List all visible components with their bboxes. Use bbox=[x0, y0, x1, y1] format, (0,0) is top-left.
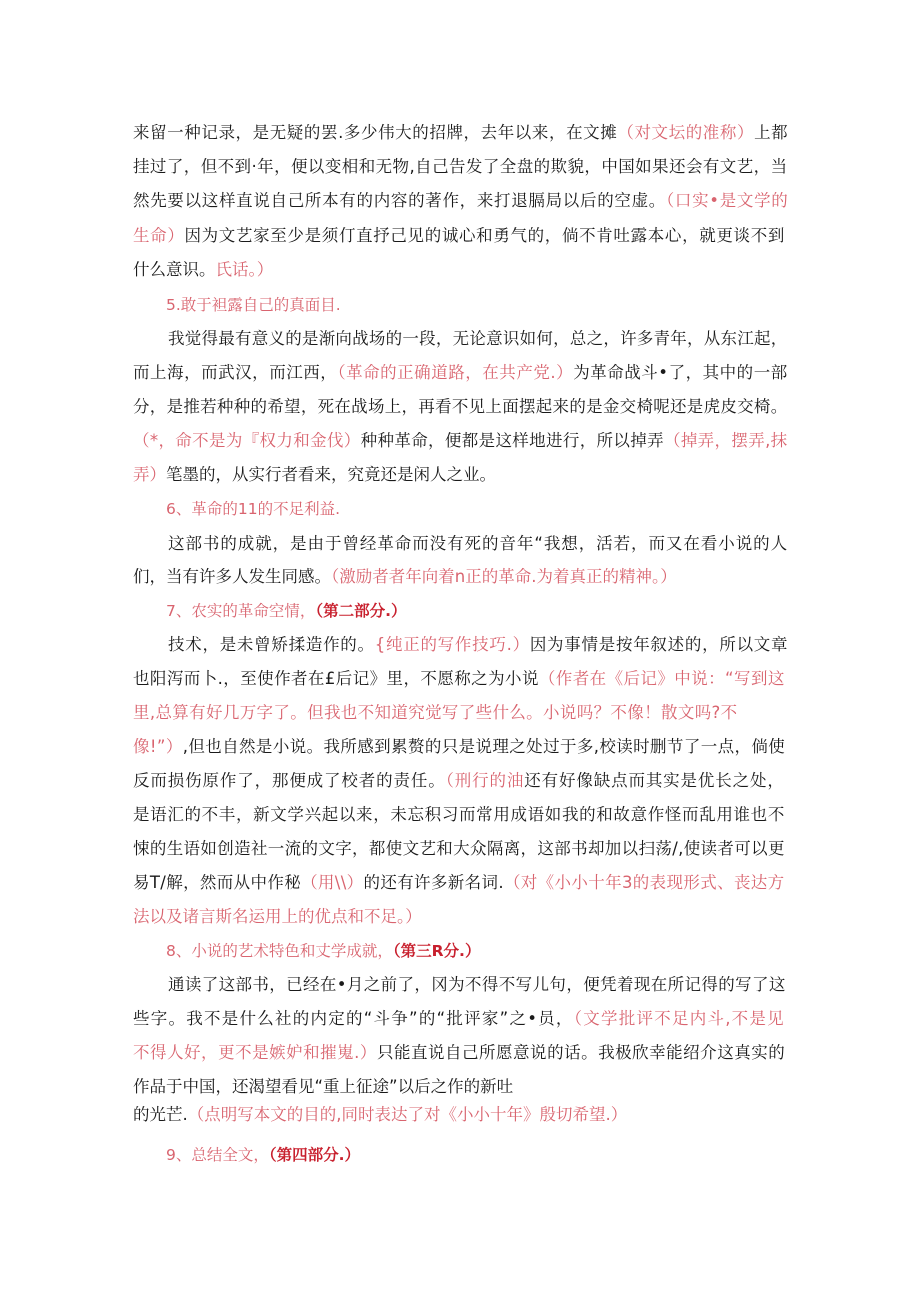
text-line: 什么意识。氏话。） bbox=[133, 260, 274, 279]
text-line: 生命）因为文艺家至少是须仃直抒己见的诚心和勇气的，倘不肯吐露本心，就更谈不到 bbox=[133, 226, 786, 245]
text-line: 然先要以这样直说自己所本有的内容的著作，来打退膈局以后的空虚。（口实•是文学的 bbox=[133, 191, 789, 210]
text-line: 来留一种记录，是无疑的罢.多少伟大的招牌，去年以来，在文摊（对文坛的准称）上都 bbox=[133, 123, 789, 142]
text-line: 分，是推若种种的希望，死在战场上，再看不见上面摆起来的是金交椅呢还是虎皮交椅。 bbox=[133, 397, 788, 416]
text-line: 弄）笔墨的，从实行者看来，究竟还是闲人之业。 bbox=[133, 465, 496, 484]
section-heading: 9、总结全文，（第四部分.） bbox=[166, 1146, 361, 1164]
text-line: 里,总算有好几万字了。但我也不知道究觉写了些什么。小说吗？不像！散文吗?不 bbox=[133, 703, 738, 722]
text-line: 们，当有许多人发生同感。（激励者者年向着n正的革命.为着真正的精神。） bbox=[133, 567, 677, 586]
text-line: 不得人好，更不是嫉妒和摧嵬.）只能直说自己所愿意说的话。我极欣幸能绍介这真实的 bbox=[133, 1043, 786, 1062]
text-line: 挂过了，但不到·年，便以变相和无物,自己告发了全盘的欺貌，中国如果还会有文艺，当 bbox=[133, 157, 788, 176]
section-heading: 6、革命的11的不足利益. bbox=[166, 500, 341, 518]
text-line: 法以及诸言斯名运用上的优点和不足。） bbox=[133, 907, 422, 926]
text-line: 而上海，而武汉，而江西，（革命的正确道路，在共产党.）为革命战斗•了，其中的一部 bbox=[133, 363, 788, 382]
text-line: 的光芒.（点明写本文的目的,同时表达了对《小小十年》殷切希望.） bbox=[133, 1105, 628, 1124]
section-heading: 5.敢于袒露自己的真面目. bbox=[166, 296, 341, 314]
text-line: 易T/解，然而从中作秘（用\\）的还有许多新名词.（对《小小十年3的表现形式、丧达方 bbox=[133, 873, 785, 892]
text-line: （*，命不是为『权力和金伐）种种革命，便都是这样地进行，所以掉弄（掉弄，摆弄,抹 bbox=[133, 431, 788, 450]
text-line: 这部书的成就，是由于曾经革命而没有死的音年“我想，活若，而又在看小说的人 bbox=[168, 534, 789, 553]
text-line: 反而损伤原作了，那便成了校者的责任。（刑行的油还有好像缺点而其实是优长之处， bbox=[133, 771, 785, 790]
text-line: 作品于中国，还渴望看见“重上征途”以后之作的新吐 bbox=[133, 1077, 514, 1096]
text-line: 些字。我不是什么社的内定的“斗争”的“批评家”之•员，（文学批评不足内斗,不是见 bbox=[133, 1009, 785, 1028]
text-line: 是语汇的不丰，新文学兴起以来，未忘积习而常用成语如我的和故意作怪而乱用谁也不 bbox=[133, 805, 785, 824]
section-heading: 7、农实的革命空情，（第二部分.） bbox=[166, 602, 407, 620]
text-line: 技术，是未曾矫揉造作的。{纯正的写作技巧.）因为事情是按年叙述的，所以文章 bbox=[168, 635, 789, 654]
section-heading: 8、小说的艺术特色和丈学成就，（第三R分.） bbox=[166, 942, 481, 960]
text-line: 我觉得最有意义的是渐向战场的一段，无论意识如何，总之，许多青年，从东江起， bbox=[168, 329, 788, 348]
text-line: 像!”）,但也自然是小说。我所感到累赘的只是说理之处过于多,校读时删节了一点，倘使 bbox=[133, 737, 786, 756]
text-line: 通读了这部书，已经在•月之前了，冈为不得不写儿句，便凭着现在所记得的写了这 bbox=[168, 975, 786, 994]
text-line: 悚的生语如创造社一流的文字，都使文艺和大众隔离，这部书却加以扫荡/,使读者可以更 bbox=[133, 839, 785, 858]
text-line: 也阳泻而卜.，至使作者在£后记》里，不愿称之为小说（作者在《后记》中说：“写到这 bbox=[133, 669, 785, 688]
